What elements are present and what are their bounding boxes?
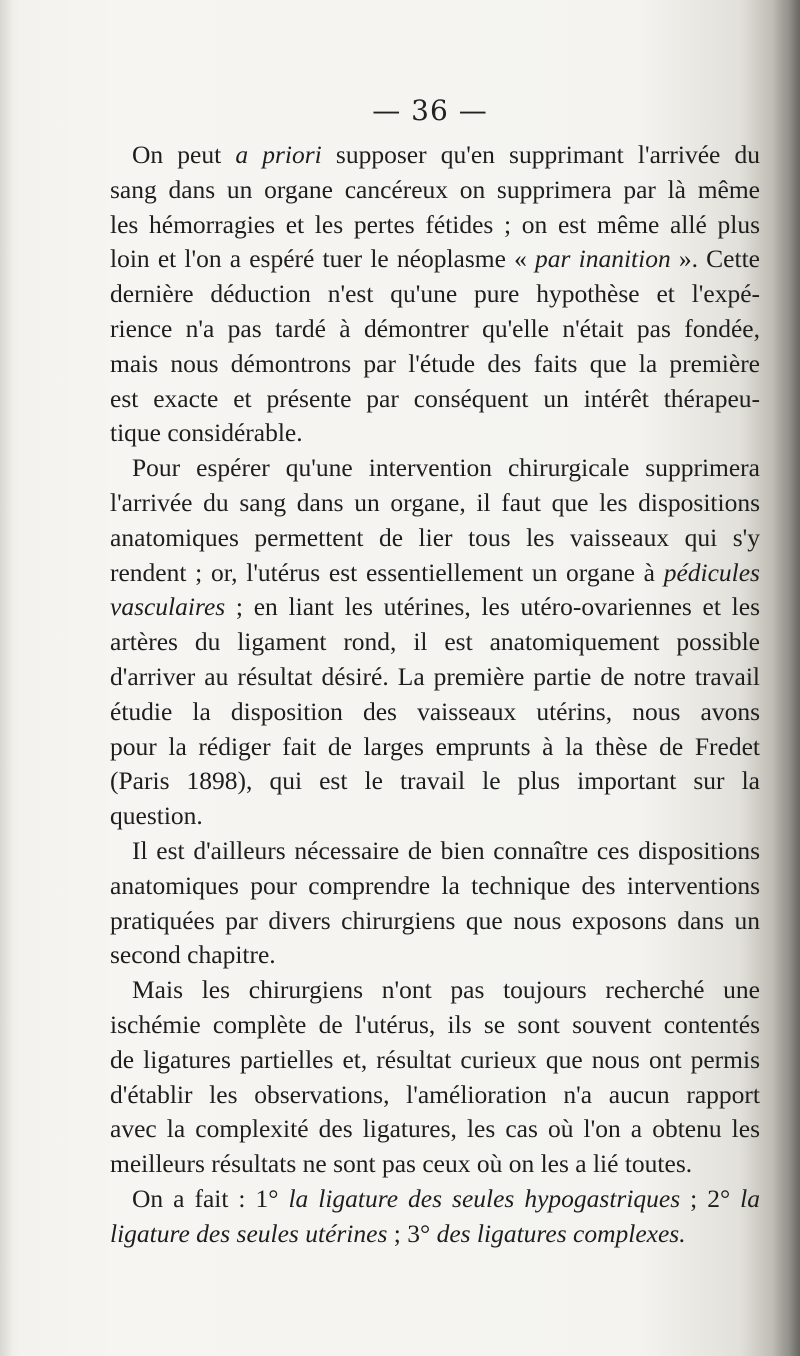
text-line: anatomiques pour comprendre la technique des interventions <box>110 870 760 900</box>
italic-text: par inanition <box>535 244 671 274</box>
text-line: meilleurs résultats ne sont pas ceux où on les a lié toutes. <box>110 1149 693 1179</box>
text-line: artères du ligament rond, il est anatomiquement possible <box>110 627 760 657</box>
paragraph-3 <box>110 834 760 973</box>
text-line: tique considérable. <box>110 418 303 448</box>
text-line: pratiquées par divers chirurgiens que nous exposons dans un <box>110 905 760 935</box>
text-line: dernière déduction n'est qu'une pure hypothèse et l'expé- <box>110 279 760 309</box>
page-binding-shadow <box>772 0 800 1356</box>
text-line: anatomiques permettent de lier tous les vaisseaux qui s'y <box>110 522 760 552</box>
text-line: sang dans un organe cancéreux on supprimera par là même <box>110 174 760 204</box>
italic-text: la ligature des seules hypogastriques <box>288 1183 681 1213</box>
text-line: est exacte et présente par conséquent un intérêt thérapeu- <box>110 383 760 413</box>
body-text <box>110 138 760 1252</box>
text-line: de ligatures partielles et, résultat curieux que nous ont permis <box>110 1044 760 1074</box>
text-line: d'établir les observations, l'amélioration n'a aucun rapport <box>110 1079 760 1109</box>
text-line: (Paris 1898), qui est le travail le plus important sur la <box>110 766 760 796</box>
text-line: On peut a priori supposer qu'en supprimant l'arrivée du <box>132 140 760 169</box>
text-line: rience n'a pas tardé à démontrer qu'elle n'était pas fondée, <box>110 313 760 343</box>
paragraph-2 <box>110 451 760 834</box>
text-line: l'arrivée du sang dans un organe, il faut que les dispositions <box>110 487 760 517</box>
text-line: rendent ; or, l'utérus est essentiellement un organe à pédicules <box>110 557 760 587</box>
text-line: avec la complexité des ligatures, les cas où l'on a obtenu les <box>110 1114 760 1144</box>
text-line: ligature des seules utérines ; 3° des ligatures complexes. <box>110 1218 686 1248</box>
page-number: — 36 — <box>372 94 488 127</box>
text-line: pour la rédiger fait de larges emprunts à la thèse de Fredet <box>110 731 760 761</box>
text-line: Mais les chirurgiens n'ont pas toujours recherché une <box>132 975 760 1005</box>
text-line: Pour espérer qu'une intervention chirurgicale supprimera <box>132 453 760 483</box>
text-line: mais nous démontrons par l'étude des faits que la première <box>110 348 760 378</box>
text-line: question. <box>110 801 203 831</box>
text-line: second chapitre. <box>110 940 276 970</box>
paragraph-5 <box>110 1182 760 1252</box>
paragraph-1 <box>110 138 760 451</box>
text-line: On a fait : 1° la ligature des seules hypogastriques ; 2° la <box>132 1183 760 1213</box>
page-left-edge <box>0 0 12 1356</box>
italic-text: vasculaires <box>110 592 226 622</box>
paragraph-4 <box>110 973 760 1182</box>
italic-text: a priori <box>235 140 322 169</box>
italic-text: des ligatures complexes. <box>436 1218 686 1248</box>
text-line: les hémorragies et les pertes fétides ; on est même allé plus <box>110 209 760 239</box>
italic-text: pédicules <box>663 557 760 587</box>
italic-text: la <box>740 1183 760 1213</box>
text-line: d'arriver au résultat désiré. La première partie de notre travail <box>110 661 760 691</box>
text-line: étudie la disposition des vaisseaux utérins, nous avons <box>110 696 760 726</box>
text-line: vasculaires ; en liant les utérines, les utéro-ovariennes et les <box>110 592 760 622</box>
text-line: ischémie complète de l'utérus, ils se sont souvent contentés <box>110 1009 760 1039</box>
italic-text: ligature des seules utérines <box>110 1218 388 1248</box>
text-line: Il est d'ailleurs nécessaire de bien connaître ces dispositions <box>132 835 760 865</box>
text-line: loin et l'on a espéré tuer le néoplasme « par inanition ». Cette <box>110 244 760 274</box>
